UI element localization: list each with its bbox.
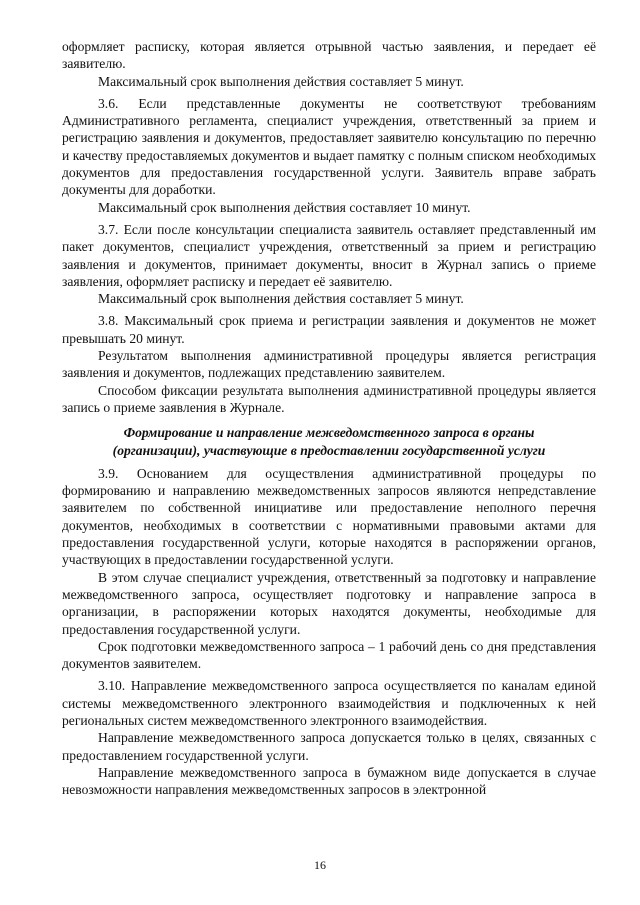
paragraph-request-purpose: Направление межведомственного запроса допускается только в целях, связанных с предоставлением государственной услуги. bbox=[62, 730, 596, 763]
paragraph-3-8: 3.8. Максимальный срок приема и регистрации заявления и документов не может превышать 20 минут. bbox=[62, 313, 596, 346]
paragraph-time-limit-5min-2: Максимальный срок выполнения действия составляет 5 минут. bbox=[98, 291, 464, 307]
paragraph-3-10: 3.10. Направление межведомственного запроса осуществляется по каналам единой системы межведомственного электронного взаимодействия и подключенных к ней региональных систем межведомственного электронного взаимодействия. bbox=[62, 678, 596, 728]
page-number: 16 bbox=[314, 858, 326, 872]
document-page bbox=[62, 38, 596, 798]
section-heading-line-1: Формирование и направление межведомственного запроса в органы bbox=[123, 425, 535, 441]
paragraph-fixation-method: Способом фиксации результата выполнения административной процедуры является запись о приеме заявления в Журнале. bbox=[62, 382, 596, 415]
paragraph-time-limit-10min: Максимальный срок выполнения действия составляет 10 минут. bbox=[98, 199, 471, 215]
section-heading-line-2: (организации), участвующие в предоставлении государственной услуги bbox=[112, 442, 546, 458]
paragraph-3-6: 3.6. Если представленные документы не соответствуют требованиям Административного регламента, специалист учреждения, ответственный за прием и регистрацию заявления и документов, предоставляет заявителю консультацию по перечню и качеству предоставляемых документов и выдает памятку с полным списком необходимых документов для предоставления государственной услуги. Заявитель вправе забрать документы для доработки. bbox=[62, 95, 596, 198]
paragraph-continuation: оформляет расписку, которая является отрывной частью заявления, и передает её заявителю. bbox=[62, 39, 596, 72]
paragraph-specialist-request: В этом случае специалист учреждения, ответственный за подготовку и направление межведомственного запроса, осуществляет подготовку и направление запроса в организации, в распоряжении которых находятся документы, необходимые для предоставления государственной услуги. bbox=[62, 569, 596, 637]
paragraph-3-9: 3.9. Основанием для осуществления административной процедуры по формированию и направлению межведомственных запросов являются непредставление заявителем по собственной инициативе или предоставление неполного перечня документов, необходимых в соответствии с нормативными правовыми актами для предоставления государственной услуги, которые находятся в распоряжении органов, участвующих в предоставлении государственной услуги. bbox=[62, 465, 596, 568]
paragraph-procedure-result: Результатом выполнения административной процедуры является регистрация заявления и документов, подлежащих представлению заявителем. bbox=[62, 348, 596, 381]
paragraph-paper-request: Направление межведомственного запроса в бумажном виде допускается в случае невозможности направления межведомственных запросов в электронной bbox=[62, 764, 596, 798]
paragraph-time-limit-5min: Максимальный срок выполнения действия составляет 5 минут. bbox=[98, 73, 464, 89]
paragraph-request-deadline: Срок подготовки межведомственного запроса – 1 рабочий день со дня представления документов заявителем. bbox=[62, 638, 596, 672]
paragraph-3-7: 3.7. Если после консультации специалиста заявитель оставляет представленный им пакет документов, специалист учреждения, ответственный за прием и регистрацию заявления и документов, принимает документы, вносит в Журнал запись о приеме заявления, оформляет расписку и передает её заявителю. bbox=[62, 221, 596, 289]
section-heading bbox=[62, 424, 596, 459]
